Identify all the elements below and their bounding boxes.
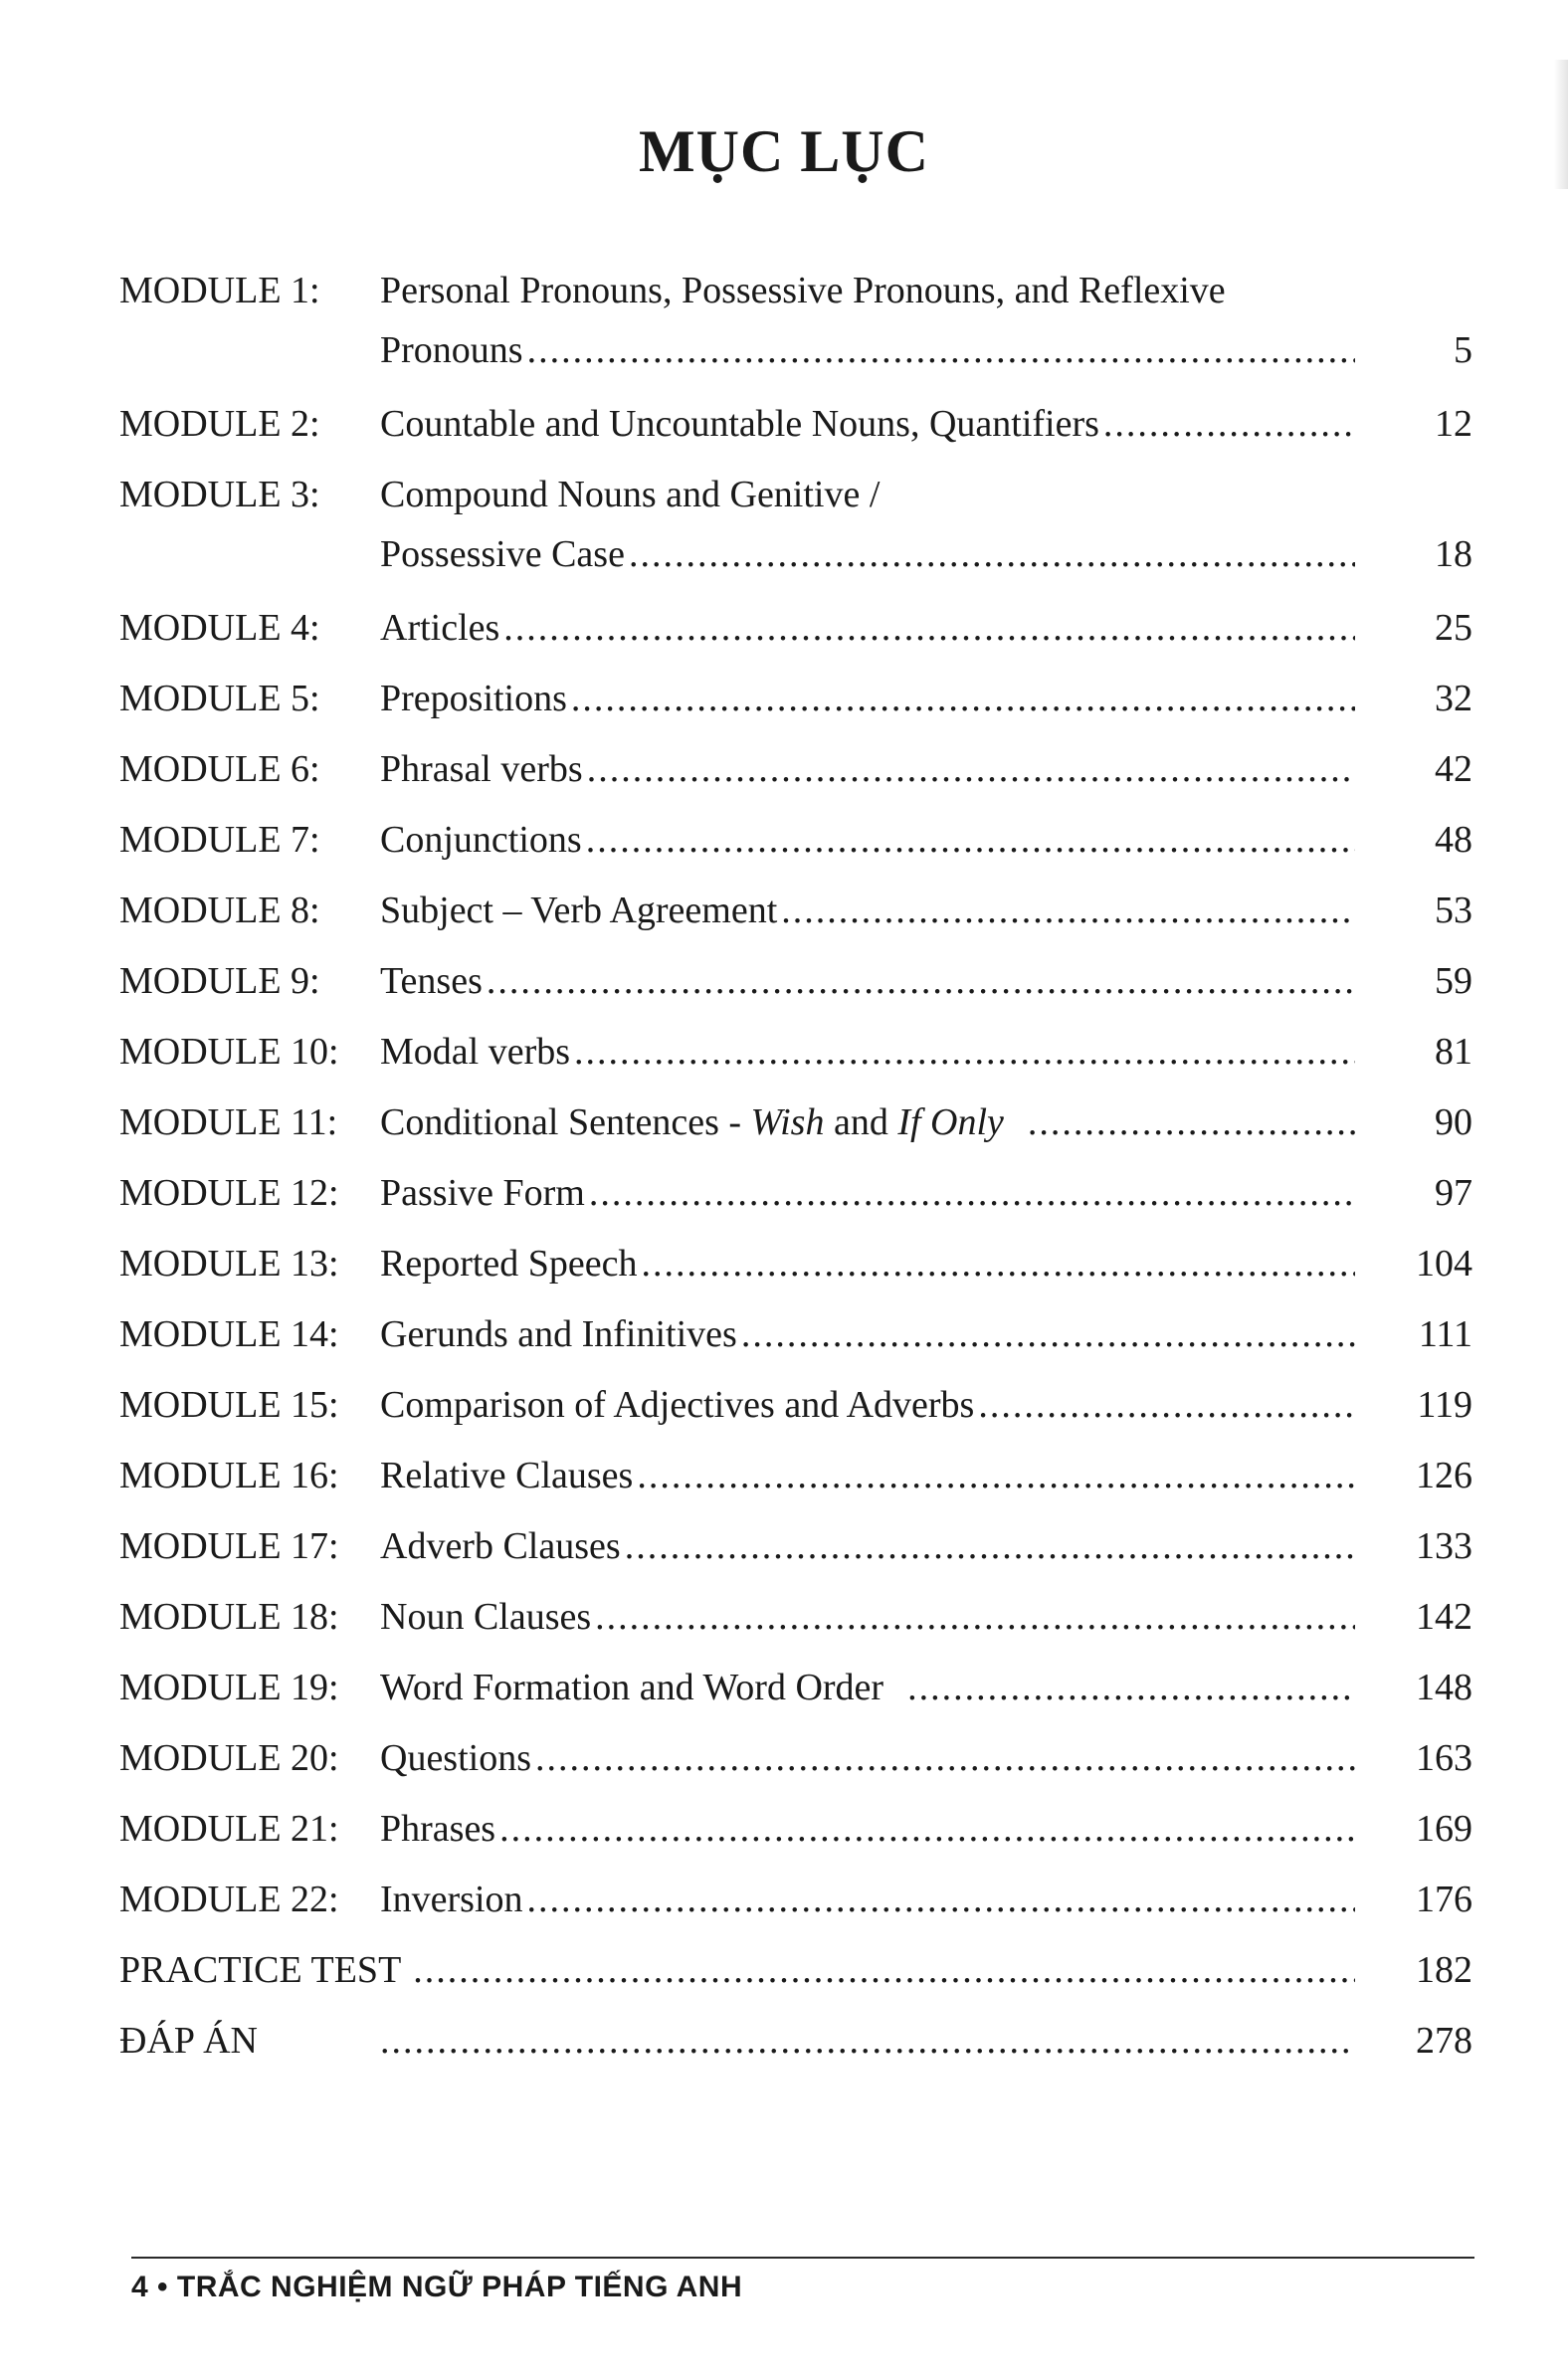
toc-label: MODULE 22: bbox=[119, 1879, 339, 1920]
toc-label: MODULE 7: bbox=[119, 819, 320, 861]
toc-label: MODULE 3: bbox=[119, 474, 320, 515]
toc-label: MODULE 12: bbox=[119, 1172, 339, 1214]
toc-title: Word Formation and Word Order bbox=[380, 1667, 884, 1708]
toc-page: 42 bbox=[1435, 748, 1472, 790]
footer-book-title: TRẮC NGHIỆM NGỮ PHÁP TIẾNG ANH bbox=[176, 2271, 743, 2303]
toc-entry-module-11 bbox=[119, 1100, 1472, 1171]
toc-title: Phrasal verbs bbox=[380, 748, 583, 790]
toc-label: MODULE 19: bbox=[119, 1667, 339, 1708]
dot-leader bbox=[1028, 1100, 1355, 1144]
dot-leader bbox=[595, 1595, 1355, 1639]
dot-leader bbox=[587, 747, 1355, 791]
toc-entry-module-9 bbox=[119, 959, 1472, 1030]
dot-leader bbox=[978, 1383, 1355, 1427]
toc-entry-module-3 bbox=[119, 473, 1472, 532]
toc-page: 5 bbox=[1454, 329, 1472, 371]
toc-entry-answers bbox=[119, 2019, 1472, 2089]
toc-title: Tenses bbox=[380, 960, 483, 1002]
dot-leader bbox=[503, 606, 1355, 650]
toc-entry-module-17 bbox=[119, 1524, 1472, 1595]
toc-page: 142 bbox=[1416, 1596, 1472, 1638]
toc-title: Phrases bbox=[380, 1808, 496, 1850]
toc-page: 59 bbox=[1435, 960, 1472, 1002]
dot-leader bbox=[625, 1524, 1355, 1568]
dot-leader bbox=[637, 1454, 1355, 1497]
toc-title: Inversion bbox=[380, 1879, 523, 1920]
dot-leader bbox=[629, 532, 1355, 576]
toc-entry-module-20 bbox=[119, 1736, 1472, 1807]
toc-entry-module-14 bbox=[119, 1312, 1472, 1383]
toc-label: PRACTICE TEST bbox=[119, 1949, 402, 1991]
dot-leader bbox=[527, 328, 1355, 372]
toc-title: Passive Form bbox=[380, 1172, 585, 1214]
toc-entry-module-1-cont bbox=[119, 328, 1472, 402]
toc-page: 104 bbox=[1416, 1243, 1472, 1285]
dot-leader bbox=[380, 2019, 1355, 2063]
toc-entry-module-15 bbox=[119, 1383, 1472, 1454]
toc-entry-module-2 bbox=[119, 402, 1472, 473]
toc-entry-module-3-cont bbox=[119, 532, 1472, 606]
toc-label: MODULE 21: bbox=[119, 1808, 339, 1850]
toc-entry-module-18 bbox=[119, 1595, 1472, 1666]
footer-page-number: 4 bbox=[131, 2271, 149, 2303]
toc-title: Questions bbox=[380, 1737, 531, 1779]
toc-entry-module-19 bbox=[119, 1666, 1472, 1736]
toc-label: MODULE 13: bbox=[119, 1243, 339, 1285]
toc-label: MODULE 9: bbox=[119, 960, 320, 1002]
toc-page: 111 bbox=[1418, 1313, 1472, 1355]
toc-title: Gerunds and Infinitives bbox=[380, 1313, 737, 1355]
toc-entry-practice-test bbox=[119, 1948, 1472, 2019]
toc-page: 18 bbox=[1435, 533, 1472, 575]
toc-label: MODULE 20: bbox=[119, 1737, 339, 1779]
toc-page: 182 bbox=[1416, 1949, 1472, 1991]
toc-title: Conjunctions bbox=[380, 819, 582, 861]
toc-label: MODULE 10: bbox=[119, 1031, 339, 1073]
dot-leader bbox=[571, 677, 1355, 720]
dot-leader bbox=[487, 959, 1355, 1003]
toc-entry-module-12 bbox=[119, 1171, 1472, 1242]
toc-entry-module-10 bbox=[119, 1030, 1472, 1100]
toc-page: 148 bbox=[1416, 1667, 1472, 1708]
dot-leader bbox=[589, 1171, 1355, 1215]
toc-page: 133 bbox=[1416, 1525, 1472, 1567]
dot-leader bbox=[499, 1807, 1355, 1851]
toc-page: 126 bbox=[1416, 1455, 1472, 1496]
dot-leader bbox=[527, 1878, 1355, 1921]
toc-title: Prepositions bbox=[380, 678, 567, 719]
toc-label: MODULE 17: bbox=[119, 1525, 339, 1567]
dot-leader bbox=[586, 818, 1355, 862]
toc-title-cont: Possessive Case bbox=[380, 533, 625, 575]
toc-title: Compound Nouns and Genitive / bbox=[380, 474, 881, 515]
toc-page: 12 bbox=[1435, 403, 1472, 445]
toc-title: Noun Clauses bbox=[380, 1596, 592, 1638]
toc-label: MODULE 2: bbox=[119, 403, 320, 445]
toc-label: MODULE 16: bbox=[119, 1455, 339, 1496]
toc-title: Modal verbs bbox=[380, 1031, 571, 1073]
toc-entry-module-4 bbox=[119, 606, 1472, 677]
toc-title: Comparison of Adjectives and Adverbs bbox=[380, 1384, 975, 1426]
table-of-contents bbox=[119, 269, 1472, 2089]
toc-entry-module-16 bbox=[119, 1454, 1472, 1524]
page-footer bbox=[131, 2271, 742, 2304]
toc-title: Adverb Clauses bbox=[380, 1525, 621, 1567]
toc-page: 81 bbox=[1435, 1031, 1472, 1073]
toc-label: MODULE 4: bbox=[119, 607, 320, 649]
toc-label: MODULE 1: bbox=[119, 270, 320, 311]
toc-entry-module-21 bbox=[119, 1807, 1472, 1878]
toc-entry-module-22 bbox=[119, 1878, 1472, 1948]
toc-page: 53 bbox=[1435, 890, 1472, 931]
toc-title: Reported Speech bbox=[380, 1243, 638, 1285]
toc-label: MODULE 11: bbox=[119, 1101, 338, 1143]
toc-title-cont: Pronouns bbox=[380, 329, 523, 371]
toc-page: 32 bbox=[1435, 678, 1472, 719]
toc-page: 90 bbox=[1435, 1101, 1472, 1143]
toc-entry-module-7 bbox=[119, 818, 1472, 889]
toc-page: 163 bbox=[1416, 1737, 1472, 1779]
toc-page: 25 bbox=[1435, 607, 1472, 649]
toc-page: 97 bbox=[1435, 1172, 1472, 1214]
toc-label: MODULE 8: bbox=[119, 890, 320, 931]
toc-label: MODULE 14: bbox=[119, 1313, 339, 1355]
footer-bullet: • bbox=[157, 2271, 169, 2303]
toc-label: MODULE 18: bbox=[119, 1596, 339, 1638]
toc-entry-module-1 bbox=[119, 269, 1472, 328]
toc-title: Articles bbox=[380, 607, 500, 649]
dot-leader bbox=[907, 1666, 1355, 1709]
toc-label: MODULE 5: bbox=[119, 678, 320, 719]
toc-page: 278 bbox=[1416, 2020, 1472, 2062]
toc-page: 48 bbox=[1435, 819, 1472, 861]
dot-leader bbox=[642, 1242, 1355, 1286]
toc-entry-module-13 bbox=[119, 1242, 1472, 1312]
toc-label: ĐÁP ÁN bbox=[119, 2020, 258, 2062]
toc-page: 169 bbox=[1416, 1808, 1472, 1850]
toc-title-italic: If Only bbox=[897, 1101, 1004, 1143]
toc-label: MODULE 15: bbox=[119, 1384, 339, 1426]
footer-rule bbox=[131, 2257, 1474, 2259]
toc-title: Relative Clauses bbox=[380, 1455, 634, 1496]
toc-entry-module-6 bbox=[119, 747, 1472, 818]
toc-label: MODULE 6: bbox=[119, 748, 320, 790]
dot-leader bbox=[1103, 402, 1355, 446]
dot-leader bbox=[781, 889, 1355, 932]
toc-entry-module-5 bbox=[119, 677, 1472, 747]
toc-title: Conditional Sentences - Wish and If Only bbox=[380, 1101, 1004, 1143]
dot-leader bbox=[574, 1030, 1355, 1074]
toc-title: Countable and Uncountable Nouns, Quantifiers bbox=[380, 403, 1099, 445]
dot-leader bbox=[741, 1312, 1355, 1356]
page-title: MỤC LỤC bbox=[639, 118, 929, 184]
toc-entry-module-8 bbox=[119, 889, 1472, 959]
toc-page: 119 bbox=[1417, 1384, 1472, 1426]
toc-title-italic: Wish bbox=[750, 1101, 825, 1143]
toc-title: Subject – Verb Agreement bbox=[380, 890, 778, 931]
toc-title: Personal Pronouns, Possessive Pronouns, and Reflexive bbox=[380, 270, 1226, 311]
toc-page: 176 bbox=[1416, 1879, 1472, 1920]
dot-leader bbox=[413, 1948, 1355, 1992]
dot-leader bbox=[535, 1736, 1355, 1780]
